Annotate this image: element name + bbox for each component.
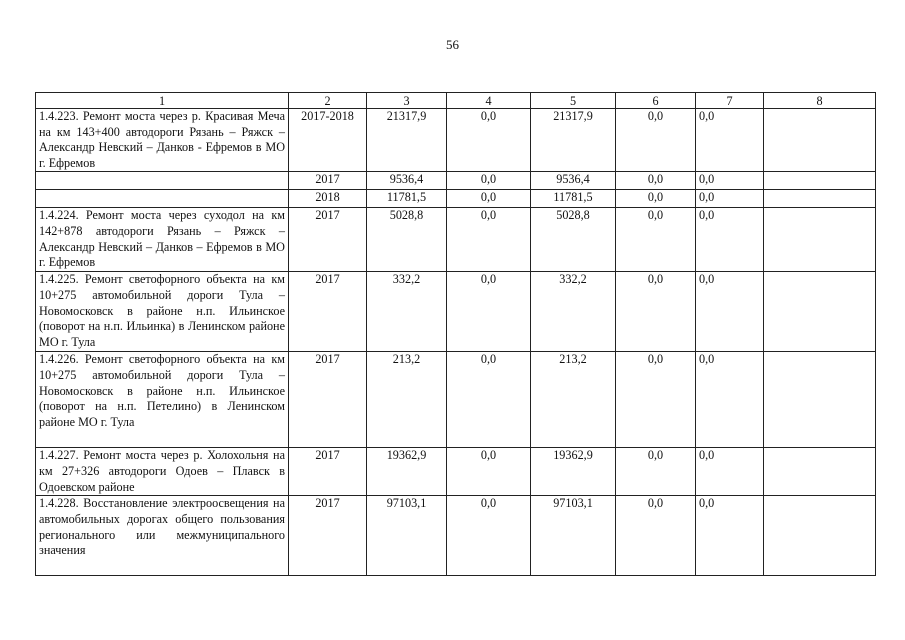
row-col3-cell: 21317,9 — [367, 109, 447, 172]
table-row — [36, 208, 876, 272]
row-year-cell: 2017 — [289, 272, 367, 352]
row-col4-cell: 0,0 — [447, 496, 531, 576]
row-col4-cell: 0,0 — [447, 190, 531, 208]
header-cell-2: 2 — [289, 93, 367, 109]
table-row — [36, 448, 876, 496]
row-col6-cell: 0,0 — [616, 172, 696, 190]
row-name-cell: 1.4.224. Ремонт моста через суходол на км 142+878 автодороги Рязань – Ряжск – Александр Невский – Данков – Ефремов в МО г. Ефремов — [36, 208, 289, 272]
row-year-cell: 2017-2018 — [289, 109, 367, 172]
row-col6-cell: 0,0 — [616, 448, 696, 496]
row-col7-cell: 0,0 — [696, 272, 764, 352]
row-col4-cell: 0,0 — [447, 208, 531, 272]
row-col8-cell — [764, 172, 876, 190]
table-row — [36, 272, 876, 352]
row-col7-cell: 0,0 — [696, 109, 764, 172]
table-row — [36, 352, 876, 448]
row-col7-cell: 0,0 — [696, 172, 764, 190]
table-row — [36, 496, 876, 576]
row-name-cell: 1.4.228. Восстановление электроосвещения на автомобильных дорогах общего пользования регионального или межмуниципального значения — [36, 496, 289, 576]
row-col5-cell: 19362,9 — [531, 448, 616, 496]
header-cell-1: 1 — [36, 93, 289, 109]
budget-table — [35, 92, 876, 576]
row-col5-cell: 213,2 — [531, 352, 616, 448]
row-year-cell: 2017 — [289, 172, 367, 190]
row-col7-cell: 0,0 — [696, 352, 764, 448]
row-col4-cell: 0,0 — [447, 448, 531, 496]
row-col4-cell: 0,0 — [447, 109, 531, 172]
row-year-cell: 2017 — [289, 208, 367, 272]
row-year-cell: 2017 — [289, 448, 367, 496]
row-col3-cell: 97103,1 — [367, 496, 447, 576]
row-year-cell: 2017 — [289, 352, 367, 448]
row-year-cell: 2017 — [289, 496, 367, 576]
row-col8-cell — [764, 352, 876, 448]
row-col4-cell: 0,0 — [447, 272, 531, 352]
page-number: 56 — [446, 37, 459, 52]
row-col5-cell: 5028,8 — [531, 208, 616, 272]
row-col8-cell — [764, 208, 876, 272]
row-col6-cell: 0,0 — [616, 208, 696, 272]
table-row — [36, 109, 876, 172]
row-col8-cell — [764, 496, 876, 576]
row-col3-cell: 11781,5 — [367, 190, 447, 208]
table-row — [36, 190, 876, 208]
header-cell-8: 8 — [764, 93, 876, 109]
row-col3-cell: 332,2 — [367, 272, 447, 352]
row-col7-cell: 0,0 — [696, 208, 764, 272]
table-row — [36, 172, 876, 190]
header-cell-4: 4 — [447, 93, 531, 109]
row-col6-cell: 0,0 — [616, 352, 696, 448]
row-col5-cell: 21317,9 — [531, 109, 616, 172]
row-year-cell: 2018 — [289, 190, 367, 208]
row-name-cell: 1.4.227. Ремонт моста через р. Холохольня на км 27+326 автодороги Одоев – Плавск в Одоевском районе — [36, 448, 289, 496]
row-col5-cell: 9536,4 — [531, 172, 616, 190]
row-col8-cell — [764, 109, 876, 172]
header-cell-5: 5 — [531, 93, 616, 109]
row-col6-cell: 0,0 — [616, 190, 696, 208]
row-col7-cell: 0,0 — [696, 190, 764, 208]
row-col3-cell: 19362,9 — [367, 448, 447, 496]
row-col7-cell: 0,0 — [696, 496, 764, 576]
row-col4-cell: 0,0 — [447, 172, 531, 190]
row-col5-cell: 332,2 — [531, 272, 616, 352]
row-col6-cell: 0,0 — [616, 109, 696, 172]
row-col8-cell — [764, 190, 876, 208]
row-col3-cell: 213,2 — [367, 352, 447, 448]
row-col5-cell: 97103,1 — [531, 496, 616, 576]
table-header-row — [36, 93, 876, 109]
row-col3-cell: 5028,8 — [367, 208, 447, 272]
row-name-cell: 1.4.223. Ремонт моста через р. Красивая Меча на км 143+400 автодороги Рязань – Ряжск – Александр Невский – Данков - Ефремов в МО г. Ефремов — [36, 109, 289, 172]
row-col7-cell: 0,0 — [696, 448, 764, 496]
header-cell-6: 6 — [616, 93, 696, 109]
row-name-cell — [36, 172, 289, 190]
row-col3-cell: 9536,4 — [367, 172, 447, 190]
row-col6-cell: 0,0 — [616, 272, 696, 352]
row-col8-cell — [764, 448, 876, 496]
header-cell-3: 3 — [367, 93, 447, 109]
row-col6-cell: 0,0 — [616, 496, 696, 576]
row-col8-cell — [764, 272, 876, 352]
header-cell-7: 7 — [696, 93, 764, 109]
row-name-cell: 1.4.225. Ремонт светофорного объекта на км 10+275 автомобильной дороги Тула – Новомосковск в районе н.п. Ильинское (поворот на н.п. Ильинка) в Ленинском районе МО г. Тула — [36, 272, 289, 352]
row-col4-cell: 0,0 — [447, 352, 531, 448]
row-col5-cell: 11781,5 — [531, 190, 616, 208]
row-name-cell: 1.4.226. Ремонт светофорного объекта на км 10+275 автомобильной дороги Тула – Новомосковск в районе н.п. Ильинское (поворот на н.п. Петелино) в Ленинском районе МО г. Тула — [36, 352, 289, 448]
row-name-cell — [36, 190, 289, 208]
